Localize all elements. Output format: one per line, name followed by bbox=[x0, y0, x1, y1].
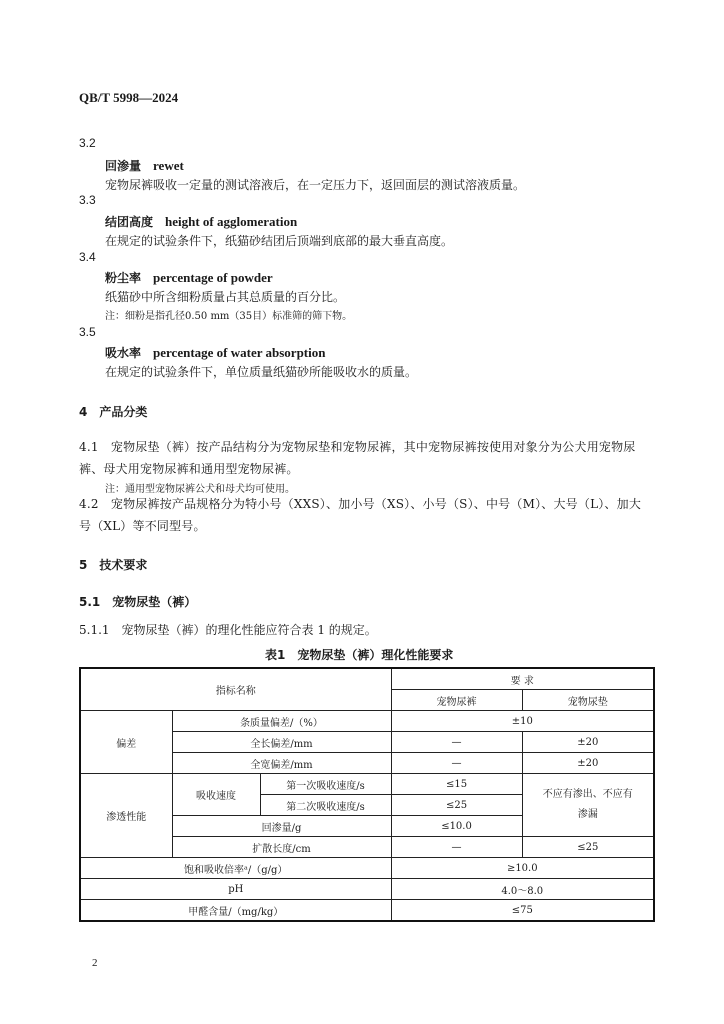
term-zh: 吸水率 bbox=[105, 346, 142, 360]
row-label: 第一次吸收速度/s bbox=[260, 774, 391, 795]
row-value: 4.0～8.0 bbox=[391, 879, 654, 900]
term-en: percentage of powder bbox=[153, 270, 273, 285]
term-title bbox=[105, 269, 273, 286]
spec-table bbox=[79, 667, 655, 922]
table-row bbox=[80, 879, 654, 900]
row-label: 甲醛含量/（mg/kg） bbox=[80, 900, 391, 922]
header-requirement: 要 求 bbox=[391, 668, 654, 690]
row-value: — bbox=[391, 753, 522, 774]
term-en: percentage of water absorption bbox=[153, 345, 326, 360]
row-value: ≤25 bbox=[522, 837, 654, 858]
row-value: ≥10.0 bbox=[391, 858, 654, 879]
row-value: ±20 bbox=[522, 753, 654, 774]
term-note: 注：细粉是指孔径0.50 mm（35目）标准筛的筛下物。 bbox=[105, 311, 353, 322]
row-label: 扩散长度/cm bbox=[172, 837, 391, 858]
table-caption: 表1 宠物尿垫（裤）理化性能要求 bbox=[265, 648, 454, 662]
row-label: 第二次吸收速度/s bbox=[260, 795, 391, 816]
subsection-heading: 5.1 宠物尿垫（裤） bbox=[79, 595, 197, 609]
table-row bbox=[80, 858, 654, 879]
term-title bbox=[105, 344, 325, 361]
header-pad: 宠物尿垫 bbox=[522, 690, 654, 711]
term-zh: 回渗量 bbox=[105, 159, 142, 173]
row-label: 条质量偏差/（%） bbox=[172, 711, 391, 732]
row-value: ≤25 bbox=[391, 795, 522, 816]
term-zh: 结团高度 bbox=[105, 215, 154, 229]
row-label: 回渗量/g bbox=[172, 816, 391, 837]
row-label: pH bbox=[80, 879, 391, 900]
row-value: ±20 bbox=[522, 732, 654, 753]
term-number: 3.5 bbox=[79, 325, 96, 339]
table-row bbox=[80, 774, 654, 795]
paragraph: 4.2 宠物尿裤按产品规格分为特小号（XXS）、加小号（XS）、小号（S）、中号（M）、大号（L）、加大号（XL）等不同型号。 bbox=[79, 497, 642, 533]
row-value: 不应有渗出、不应有渗漏 bbox=[522, 774, 654, 837]
paragraph-note: 注：通用型宠物尿裤公犬和母犬均可使用。 bbox=[105, 484, 295, 495]
term-number: 3.2 bbox=[79, 136, 96, 150]
paragraph: 5.1.1 宠物尿垫（裤）的理化性能应符合表 1 的规定。 bbox=[79, 623, 377, 637]
term-zh: 粉尘率 bbox=[105, 271, 142, 285]
section-heading: 4 产品分类 bbox=[79, 405, 148, 419]
row-label: 全宽偏差/mm bbox=[172, 753, 391, 774]
row-value: ≤10.0 bbox=[391, 816, 522, 837]
term-definition: 在规定的试验条件下，单位质量纸猫砂所能吸收水的质量。 bbox=[105, 365, 418, 379]
header-pants: 宠物尿裤 bbox=[391, 690, 522, 711]
row-value: ±10 bbox=[391, 711, 654, 732]
group-permeability: 渗透性能 bbox=[80, 774, 172, 858]
section-heading: 5 技术要求 bbox=[79, 558, 148, 572]
term-definition: 在规定的试验条件下，纸猫砂结团后顶端到底部的最大垂直高度。 bbox=[105, 234, 454, 248]
document-header: QB/T 5998—2024 bbox=[79, 90, 179, 105]
row-value: ≤15 bbox=[391, 774, 522, 795]
term-definition: 纸猫砂中所含细粉质量占其总质量的百分比。 bbox=[105, 290, 346, 304]
term-number: 3.4 bbox=[79, 250, 96, 264]
page-number: 2 bbox=[92, 957, 98, 969]
group-absorption-speed: 吸收速度 bbox=[172, 774, 260, 816]
term-en: height of agglomeration bbox=[165, 214, 298, 229]
term-definition: 宠物尿裤吸收一定量的测试溶液后，在一定压力下，返回面层的测试溶液质量。 bbox=[105, 178, 526, 192]
header-indicator: 指标名称 bbox=[80, 668, 391, 711]
row-value: ≤75 bbox=[391, 900, 654, 922]
table-row bbox=[80, 711, 654, 732]
term-number: 3.3 bbox=[79, 193, 96, 207]
table-row bbox=[80, 900, 654, 922]
term-en: rewet bbox=[153, 158, 184, 173]
row-value: — bbox=[391, 837, 522, 858]
term-title bbox=[105, 213, 297, 230]
table-header-row bbox=[80, 668, 654, 690]
group-deviation: 偏差 bbox=[80, 711, 172, 774]
paragraph: 4.1 宠物尿垫（裤）按产品结构分为宠物尿垫和宠物尿裤，其中宠物尿裤按使用对象分为公犬用宠物尿裤、母犬用宠物尿裤和通用型宠物尿裤。 bbox=[79, 440, 636, 476]
row-label: 饱和吸收倍率ᵃ/（g/g） bbox=[80, 858, 391, 879]
row-label: 全长偏差/mm bbox=[172, 732, 391, 753]
term-title bbox=[105, 157, 184, 174]
row-value: — bbox=[391, 732, 522, 753]
